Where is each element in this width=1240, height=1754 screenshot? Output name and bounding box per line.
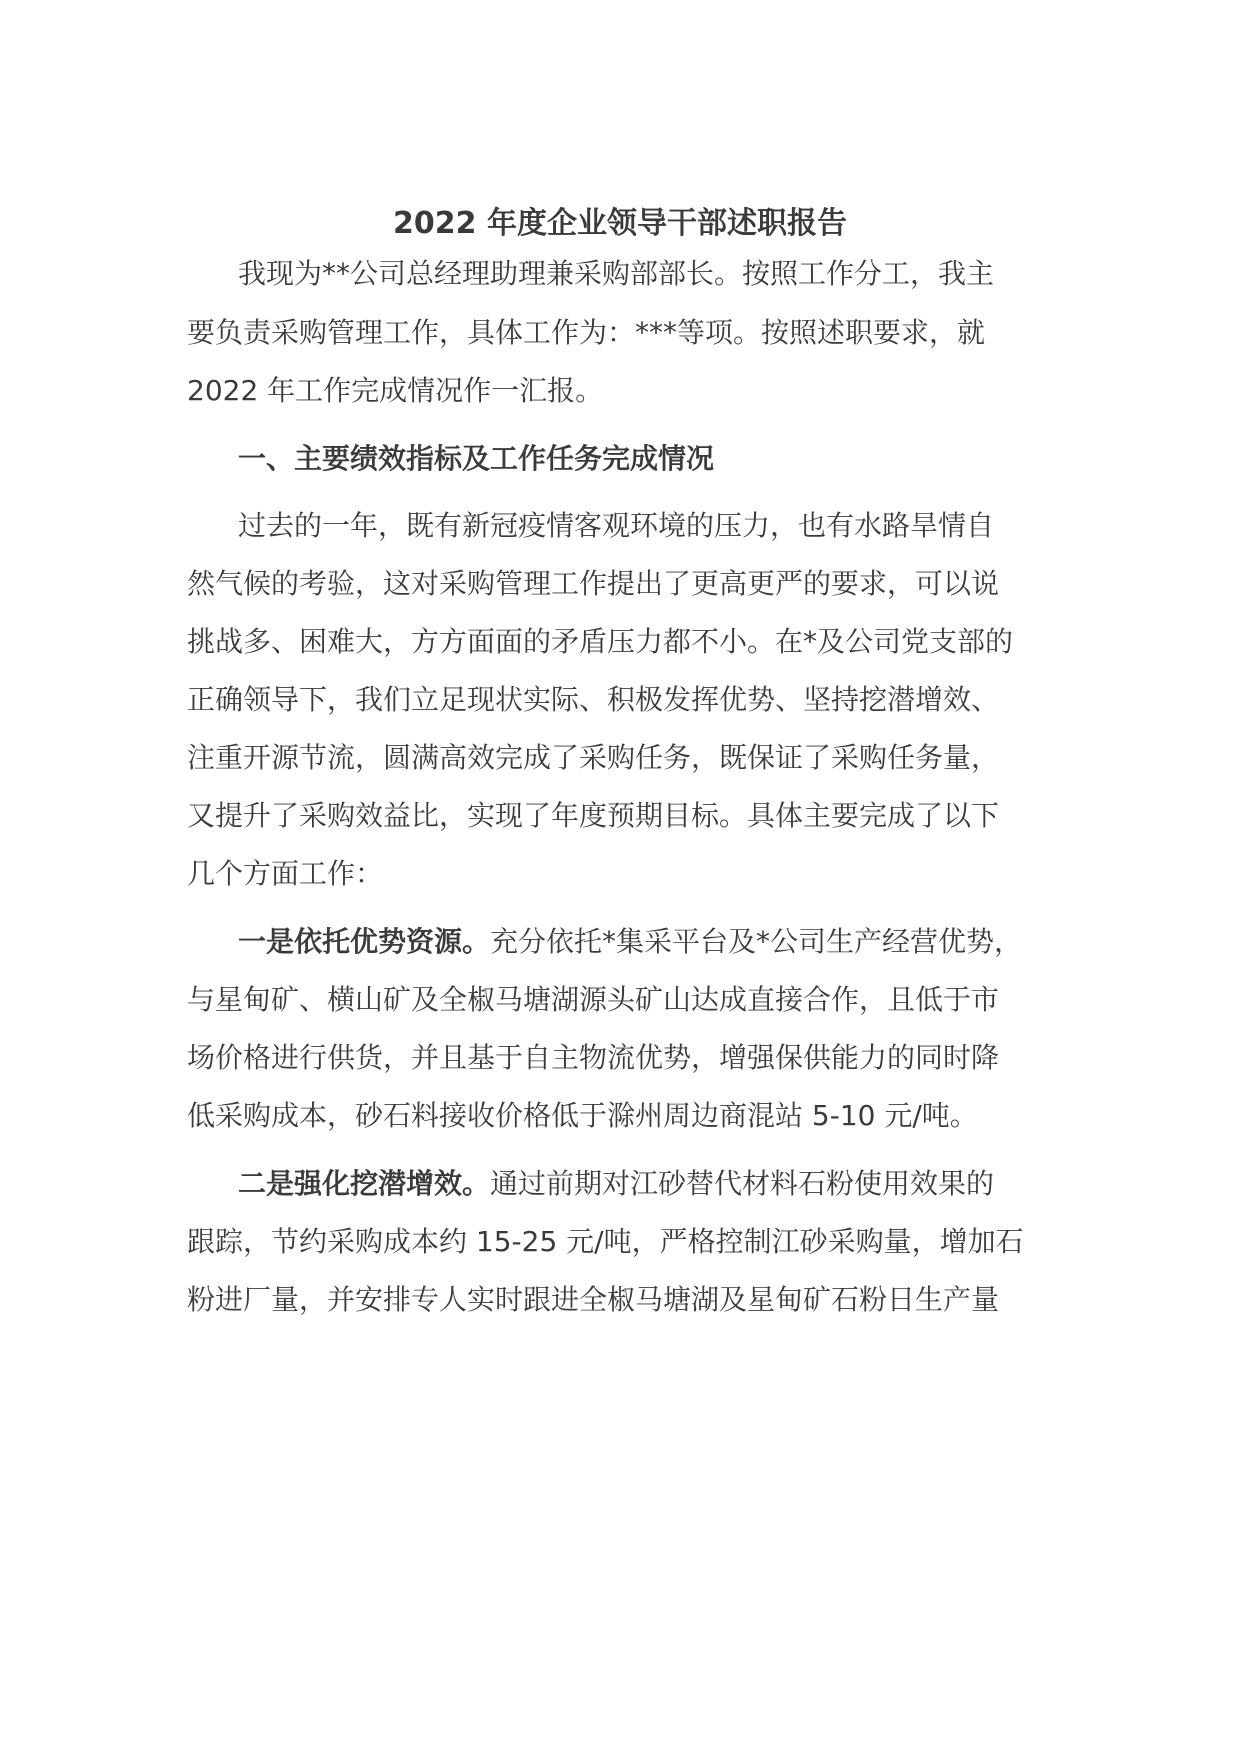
text-line: 我现为**公司总经理助理兼采购部部长。按照工作分工，我主 <box>238 257 995 290</box>
text-line: 低采购成本，砂石料接收价格低于滁州周边商混站 5-10 元/吨。 <box>187 1099 978 1132</box>
text-line: 要负责采购管理工作，具体工作为：***等项。按照述职要求，就 <box>187 316 986 349</box>
lead-phrase: 一是依托优势资源。 <box>238 925 491 958</box>
text-line: 然气候的考验，这对采购管理工作提出了更高更严的要求，可以说 <box>187 567 1000 600</box>
text-line-rest: 通过前期对江砂替代材料石粉使用效果的 <box>490 1167 995 1200</box>
text-line: 注重开源节流，圆满高效完成了采购任务，既保证了采购任务量， <box>187 741 1000 774</box>
lead-phrase: 二是强化挖潜增效。 <box>238 1167 491 1200</box>
text-line <box>238 1164 994 1204</box>
text-line: 过去的一年，既有新冠疫情客观环境的压力，也有水路旱情自 <box>238 509 995 542</box>
text-line: 正确领导下，我们立足现状实际、积极发挥优势、坚持挖潜增效、 <box>187 683 1000 716</box>
text-line: 粉进厂量，并安排专人实时跟进全椒马塘湖及星甸矿石粉日生产量 <box>187 1283 1000 1316</box>
text-line <box>238 922 1022 962</box>
text-line: 跟踪，节约采购成本约 15-25 元/吨，严格控制江砂采购量，增加石 <box>187 1225 1024 1258</box>
text-line: 场价格进行供货，并且基于自主物流优势，增强保供能力的同时降 <box>187 1041 1000 1074</box>
text-line: 几个方面工作： <box>187 857 384 890</box>
text-line-rest: 充分依托*集采平台及*公司生产经营优势， <box>490 925 1023 958</box>
text-line: 与星甸矿、横山矿及全椒马塘湖源头矿山达成直接合作，且低于市 <box>187 983 1000 1016</box>
text-line: 又提升了采购效益比，实现了年度预期目标。具体主要完成了以下 <box>187 799 1000 832</box>
section-heading: 一、主要绩效指标及工作任务完成情况 <box>238 442 715 475</box>
text-line: 2022 年工作完成情况作一汇报。 <box>187 374 604 407</box>
document-title: 2022 年度企业领导干部述职报告 <box>393 206 847 241</box>
text-line: 挑战多、困难大，方方面面的矛盾压力都不小。在*及公司党支部的 <box>187 625 1014 658</box>
